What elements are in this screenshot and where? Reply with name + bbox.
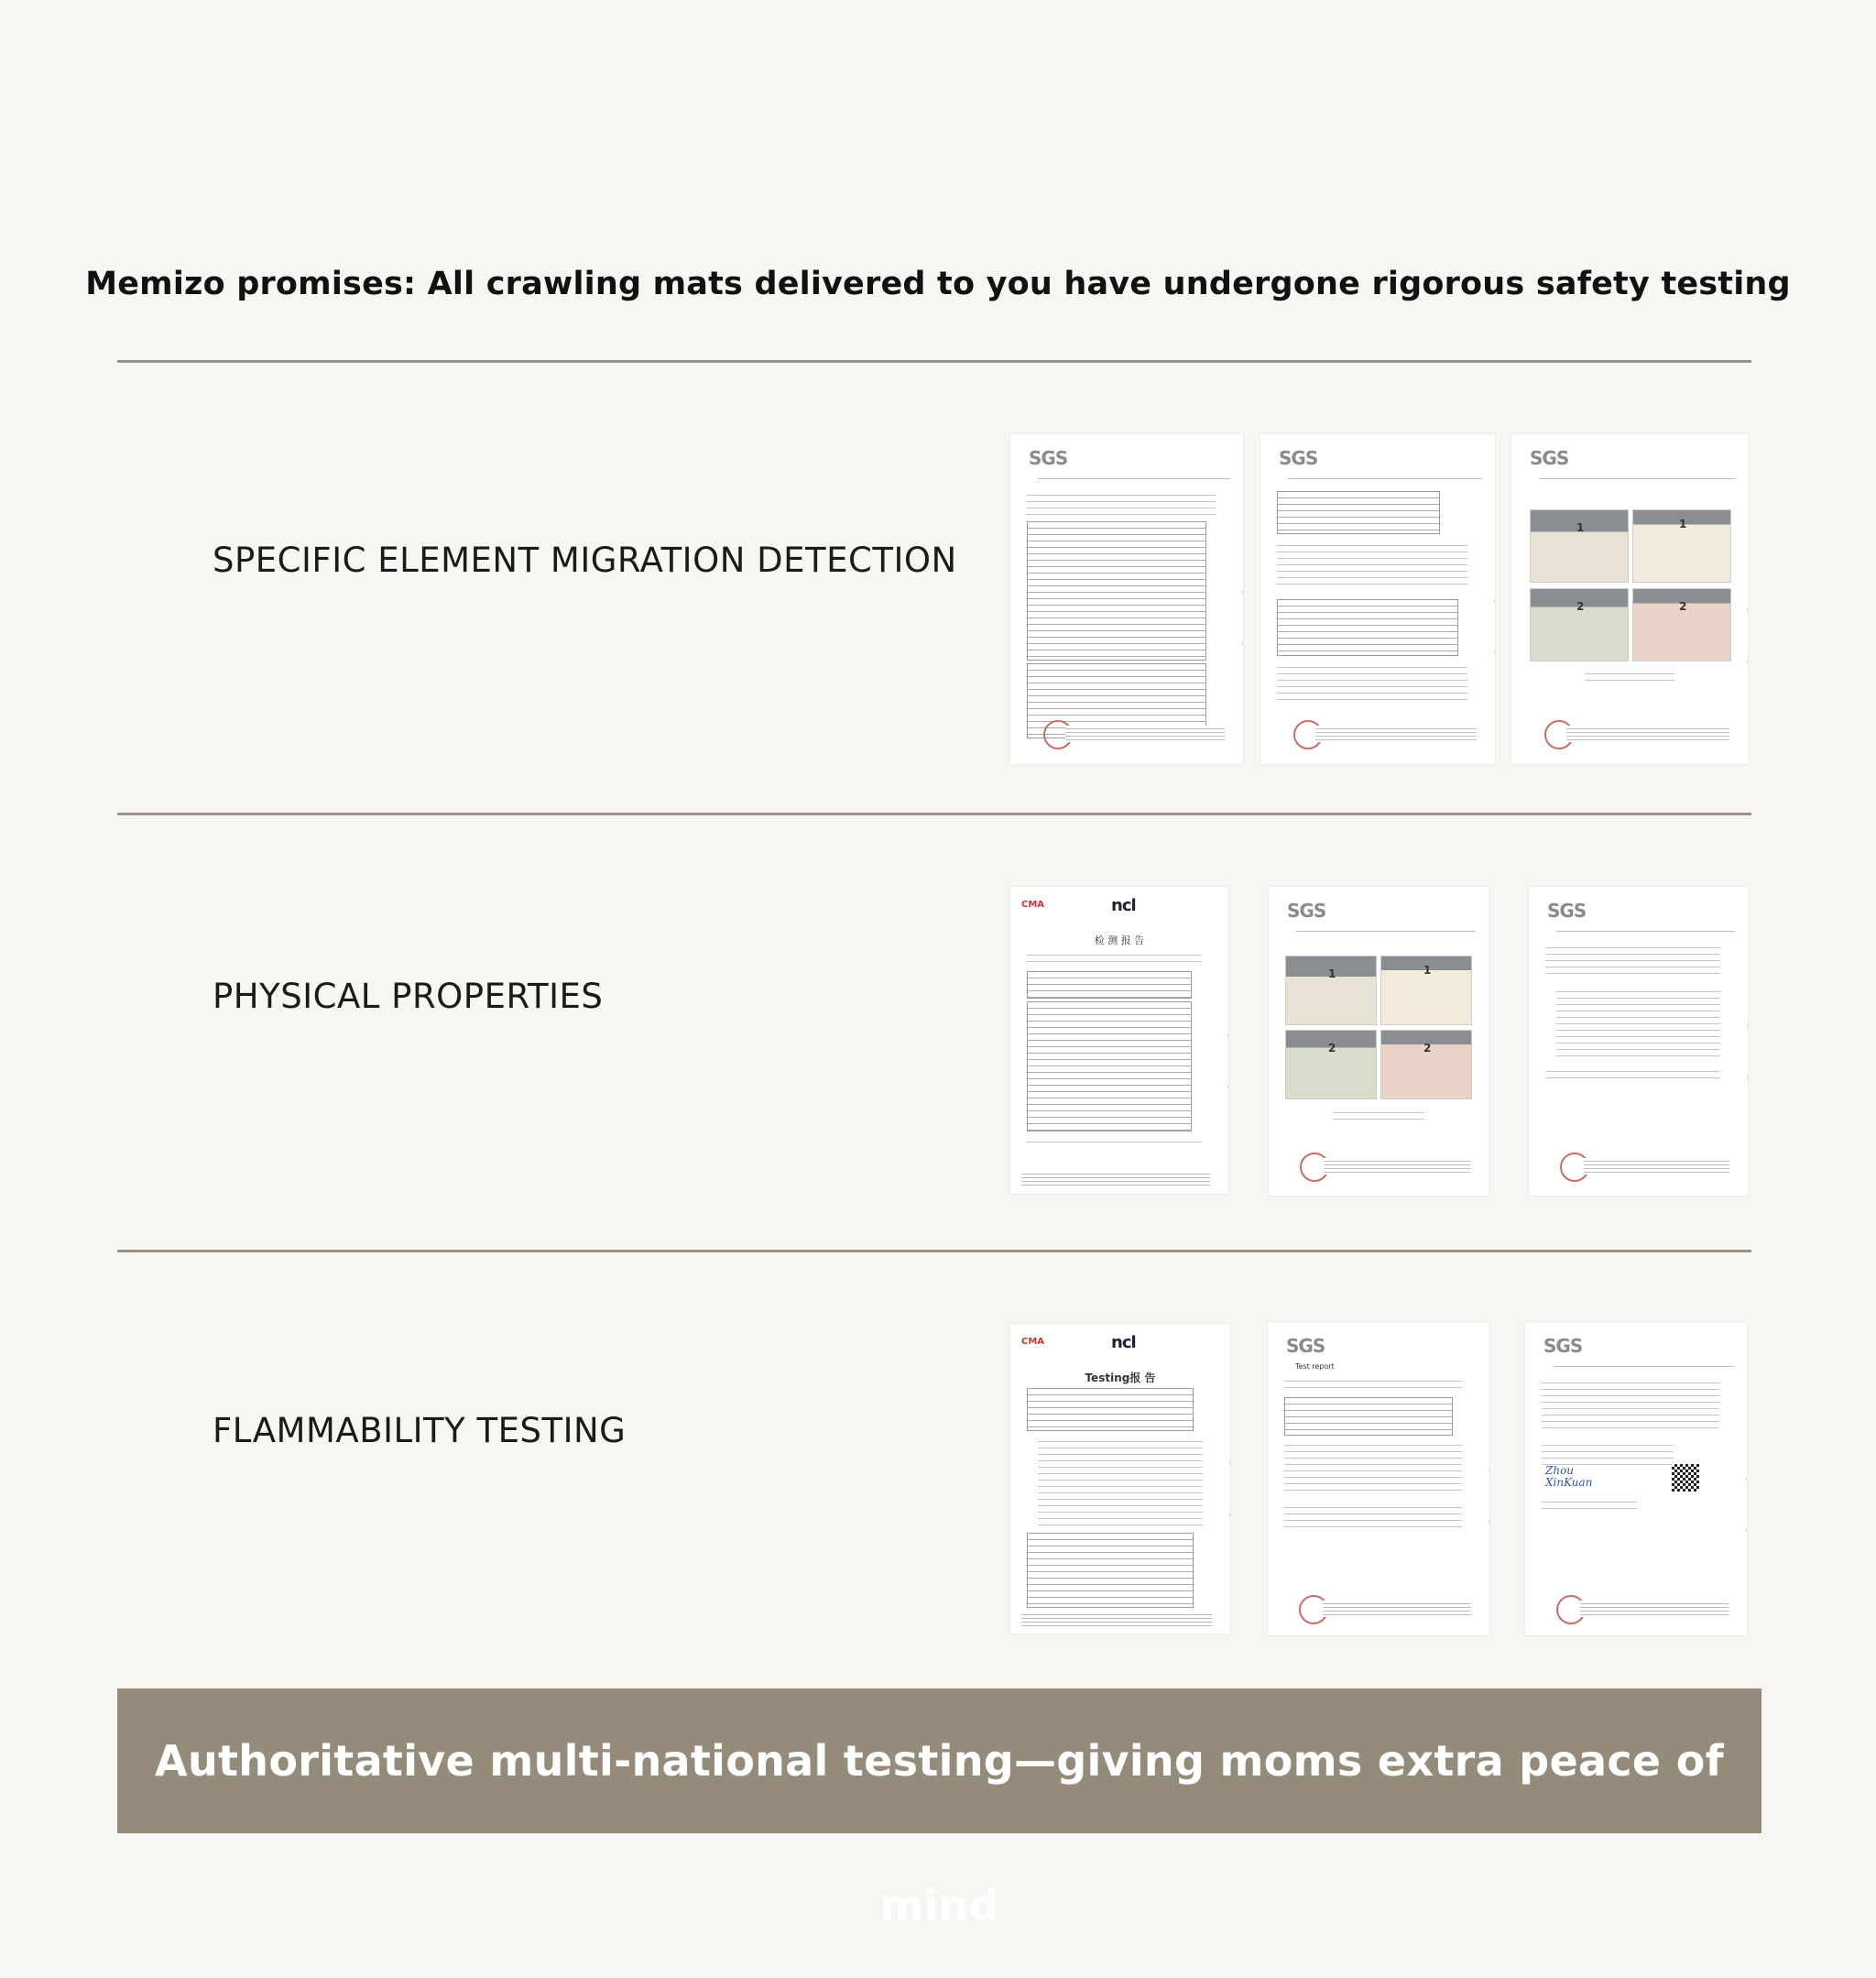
product-photo: 2 [1380,1030,1472,1099]
section-label-migration: SPECIFIC ELEMENT MIGRATION DETECTION [213,541,957,580]
divider-3 [117,1250,1751,1252]
sgs-logo: SGS [1530,447,1569,469]
sgs-logo: SGS [1279,447,1318,469]
sgs-logo: SGS [1029,447,1068,469]
test-report-document [1260,434,1495,764]
test-report-document [1511,434,1748,764]
sgs-logo: SGS [1286,1335,1325,1357]
section-label-flammability: FLAMMABILITY TESTING [213,1411,627,1450]
ncl-logo: ncl [1111,896,1136,915]
product-photo: 1 [1530,509,1629,583]
test-report-document [1010,1324,1230,1634]
sgs-logo: SGS [1543,1335,1583,1357]
report-title: Testing报 告 [1085,1371,1156,1384]
cma-logo: CMA [1021,1337,1045,1347]
test-report-document [1010,434,1243,764]
signature: Zhou XinKuan [1545,1464,1593,1489]
qr-code-icon [1672,1464,1699,1492]
section-label-physical: PHYSICAL PROPERTIES [213,977,604,1016]
banner-text: Authoritative multi-national testing—giving moms extra peace of mind [155,1736,1724,1930]
product-photo: 2 [1530,588,1629,661]
product-photo: 2 [1285,1030,1377,1099]
product-photo: 1 [1380,956,1472,1025]
test-report-document [1010,887,1228,1194]
bottom-banner [117,1688,1761,1930]
sgs-logo: SGS [1547,900,1587,922]
test-report-document [1269,887,1489,1196]
cma-logo: CMA [1021,900,1045,910]
product-photo: 1 [1285,956,1377,1025]
report-title: Test report [1295,1362,1335,1371]
test-report-document [1525,1322,1747,1635]
divider-2 [117,813,1751,815]
test-report-document [1268,1322,1489,1635]
sgs-logo: SGS [1287,900,1326,922]
divider-1 [117,360,1751,363]
test-report-document [1529,887,1748,1196]
product-photo: 1 [1632,509,1731,583]
report-title: 检 测 报 告 [1094,934,1145,946]
ncl-logo: ncl [1111,1333,1136,1352]
page-headline: Memizo promises: All crawling mats delivered to you have undergone rigorous safety testing [85,266,1791,302]
product-photo: 2 [1632,588,1731,661]
